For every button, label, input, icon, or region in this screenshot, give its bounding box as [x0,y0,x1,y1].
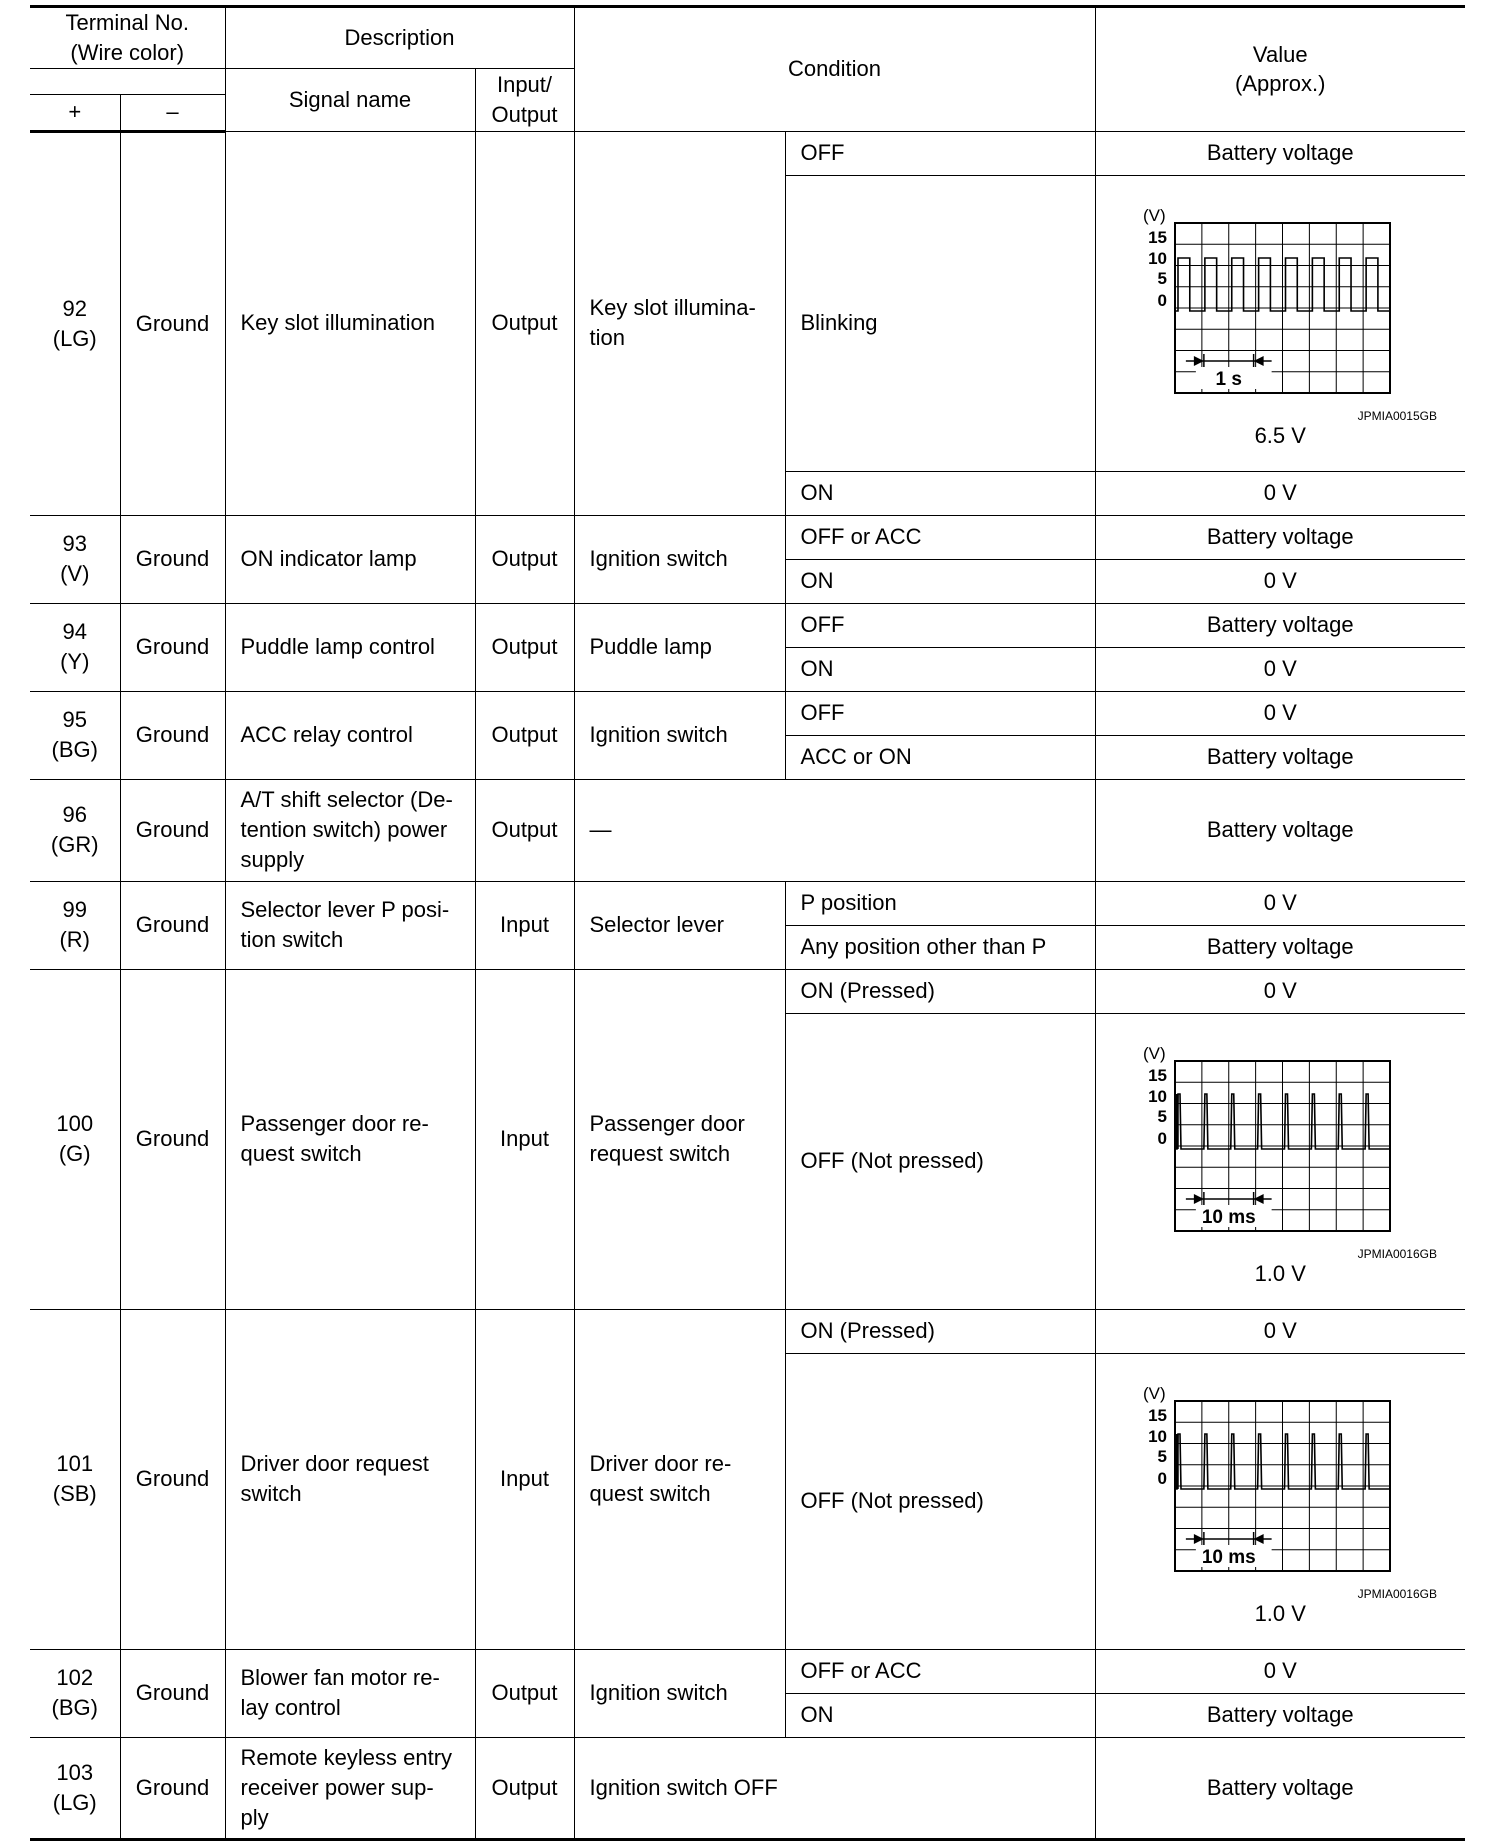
period-label: 10 ms [1202,1547,1256,1569]
figure-code: JPMIA0016GB [1357,1246,1437,1261]
table-row [30,603,1465,647]
state-cell: OFF (Not pressed) [785,1353,1095,1649]
cell-line: (BG) [51,737,98,763]
waveform-cell [1095,1013,1465,1309]
y-tick-label: 15 [1148,1066,1168,1086]
value-cell: 0 V [1095,1309,1465,1353]
cell-line: Selector lever P posi- [240,897,450,923]
ground-cell: Ground [120,131,225,515]
table-row [30,515,1465,559]
cell-line: 99 [62,897,87,923]
waveform-cell [1095,175,1465,471]
signal-name-cell [225,131,475,515]
ground-cell: Ground [120,1309,225,1649]
cell-line: tion switch [240,927,344,953]
waveform-chart [1100,1033,1460,1233]
cell-line: 93 [62,531,87,557]
cell-line: — [589,817,612,843]
state-cell: ON [785,647,1095,691]
terminal-cell [30,1649,120,1737]
ground-cell: Ground [120,779,225,881]
state-cell: ON (Pressed) [785,1309,1095,1353]
value-text: 1.0 V [1254,1601,1306,1627]
cell-line: quest switch [240,1141,362,1167]
value-cell: Battery voltage [1095,131,1465,175]
value-cell: Battery voltage [1095,735,1465,779]
condition-header: Condition [574,7,1095,132]
cell-line: Ignition switch OFF [589,1774,778,1800]
io-cell: Input [475,881,574,969]
terminal-cell [30,515,120,603]
terminal-no-header-cont [30,68,225,94]
cell-line: lay control [240,1695,341,1721]
io-cell: Input [475,969,574,1309]
cell-line: Ignition switch [589,1680,728,1706]
y-tick-label: 5 [1157,1447,1168,1467]
ground-cell: Ground [120,515,225,603]
value-cell: Battery voltage [1095,603,1465,647]
io-cell: Output [475,1649,574,1737]
cell-line: Passenger door re- [240,1111,429,1137]
terminal-table [30,5,1465,1841]
cell-line: supply [240,847,305,873]
io-cell: Output [475,603,574,691]
value-cell: Battery voltage [1095,1737,1465,1839]
description-header: Description [225,7,574,69]
waveform-cell [1095,1353,1465,1649]
figure-code: JPMIA0016GB [1357,1586,1437,1601]
signal-name-cell [225,1737,475,1839]
cell-line: Selector lever [589,912,725,938]
condition-cell [574,1737,1095,1839]
y-tick-label: 15 [1148,1406,1168,1426]
cell-line: 95 [62,707,87,733]
cell-line: ply [240,1804,269,1830]
state-cell: OFF [785,131,1095,175]
table-row [30,1309,1465,1353]
state-cell: Blinking [785,175,1095,471]
cell-line: Key slot illumination [240,310,435,336]
cell-line: (BG) [51,1695,98,1721]
value-cell: 0 V [1095,881,1465,925]
state-cell: OFF or ACC [785,1649,1095,1693]
condition-cell [574,881,785,969]
cell-line: Puddle lamp [589,634,712,660]
io-cell: Output [475,1737,574,1839]
condition-cell [574,603,785,691]
ground-cell: Ground [120,691,225,779]
signal-name-cell [225,881,475,969]
value-cell: 0 V [1095,969,1465,1013]
cell-line: (R) [59,927,91,953]
state-cell: ON [785,1693,1095,1737]
cell-line: Blower fan motor re- [240,1665,440,1691]
cell-line: (LG) [52,325,97,351]
condition-cell [574,691,785,779]
waveform-chart [1100,1373,1460,1573]
table-row [30,131,1465,175]
cell-line: Puddle lamp control [240,634,435,660]
table-row [30,881,1465,925]
state-cell: Any position other than P [785,925,1095,969]
signal-name-cell [225,1649,475,1737]
ground-cell: Ground [120,881,225,969]
io-cell: Output [475,131,574,515]
cell-line: (GR) [50,832,99,858]
condition-cell [574,779,1095,881]
cell-line: Driver door request [240,1451,429,1477]
plus-header: + [30,94,120,131]
terminal-cell [30,779,120,881]
state-cell: OFF (Not pressed) [785,1013,1095,1309]
period-label: 1 s [1215,369,1243,391]
signal-name-cell [225,691,475,779]
condition-cell [574,1309,785,1649]
value-text: 6.5 V [1254,423,1306,449]
state-cell: ON (Pressed) [785,969,1095,1013]
table-row [30,1737,1465,1839]
y-tick-label: 0 [1157,291,1168,311]
cell-line: tion [589,325,625,351]
terminal-cell [30,881,120,969]
cell-line: Key slot illumina- [589,295,756,321]
cell-line: tention switch) power [240,817,448,843]
table-row [30,691,1465,735]
terminal-no-header: Terminal No. (Wire color) [30,7,225,69]
y-tick-label: 0 [1157,1129,1168,1149]
cell-line: Ignition switch [589,546,728,572]
cell-line: Passenger door [589,1111,745,1137]
cell-line: (SB) [52,1481,97,1507]
y-tick-label: 10 [1148,1087,1168,1107]
terminal-cell [30,1737,120,1839]
condition-cell [574,1649,785,1737]
signal-name-cell [225,1309,475,1649]
cell-line: receiver power sup- [240,1774,434,1800]
io-cell: Output [475,515,574,603]
y-tick-label: 0 [1157,1469,1168,1489]
state-cell: ON [785,471,1095,515]
cell-line: (Y) [60,649,90,675]
ground-cell: Ground [120,969,225,1309]
signal-name-cell [225,515,475,603]
cell-line: 103 [56,1759,94,1785]
cell-line: quest switch [589,1481,711,1507]
condition-cell [574,131,785,515]
cell-line: (V) [60,561,90,587]
value-text: 1.0 V [1254,1261,1306,1287]
value-cell: Battery voltage [1095,1693,1465,1737]
io-cell: Input [475,1309,574,1649]
cell-line: request switch [589,1141,731,1167]
figure-code: JPMIA0015GB [1357,408,1437,423]
value-cell: 0 V [1095,471,1465,515]
value-cell: 0 V [1095,647,1465,691]
value-header: Value (Approx.) [1095,7,1465,132]
cell-line: (LG) [52,1789,97,1815]
y-tick-label: 10 [1148,1427,1168,1447]
terminal-cell [30,1309,120,1649]
state-cell: ON [785,559,1095,603]
minus-header: – [120,94,225,131]
io-header: Input/ Output [475,68,574,131]
cell-line: 101 [56,1451,94,1477]
table-row [30,779,1465,881]
cell-line: 94 [62,619,87,645]
io-cell: Output [475,691,574,779]
signal-name-cell [225,969,475,1309]
signal-name-cell [225,603,475,691]
terminal-cell [30,131,120,515]
terminal-cell [30,691,120,779]
ground-cell: Ground [120,1737,225,1839]
table-row [30,969,1465,1013]
terminal-cell [30,603,120,691]
cell-line: Ignition switch [589,722,728,748]
signal-name-cell [225,779,475,881]
ground-cell: Ground [120,603,225,691]
y-tick-label: 5 [1157,269,1168,289]
value-cell: Battery voltage [1095,779,1465,881]
cell-line: Driver door re- [589,1451,732,1477]
cell-line: switch [240,1481,302,1507]
table-row [30,1649,1465,1693]
condition-cell [574,515,785,603]
cell-line: ACC relay control [240,722,413,748]
y-tick-label: 10 [1148,249,1168,269]
y-tick-label: 15 [1148,228,1168,248]
axis-unit: (V) [1143,1044,1166,1064]
io-cell: Output [475,779,574,881]
cell-line: ON indicator lamp [240,546,417,572]
value-cell: 0 V [1095,691,1465,735]
period-label: 10 ms [1202,1207,1256,1229]
state-cell: OFF or ACC [785,515,1095,559]
cell-line: 102 [56,1665,94,1691]
cell-line: 96 [62,802,87,828]
ground-cell: Ground [120,1649,225,1737]
cell-line: 92 [62,295,87,321]
value-cell: Battery voltage [1095,925,1465,969]
cell-line: A/T shift selector (De- [240,787,453,813]
state-cell: P position [785,881,1095,925]
value-cell: 0 V [1095,559,1465,603]
terminal-cell [30,969,120,1309]
state-cell: OFF [785,603,1095,647]
state-cell: ACC or ON [785,735,1095,779]
axis-unit: (V) [1143,206,1166,226]
cell-line: 100 [56,1111,94,1137]
signal-name-header: Signal name [225,68,475,131]
state-cell: OFF [785,691,1095,735]
axis-unit: (V) [1143,1384,1166,1404]
cell-line: Remote keyless entry [240,1744,453,1770]
condition-cell [574,969,785,1309]
waveform-chart [1100,195,1460,395]
cell-line: (G) [58,1141,91,1167]
value-cell: 0 V [1095,1649,1465,1693]
y-tick-label: 5 [1157,1107,1168,1127]
value-cell: Battery voltage [1095,515,1465,559]
